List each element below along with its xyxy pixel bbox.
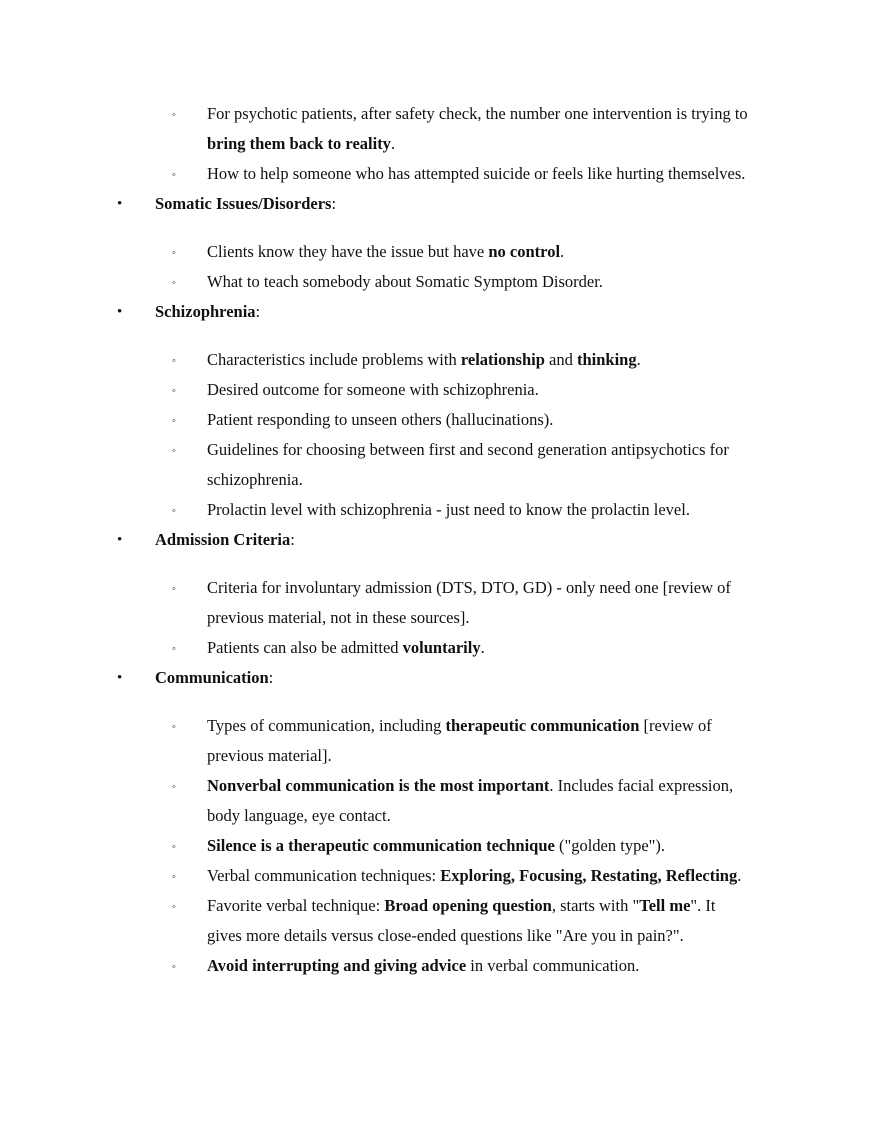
sub-bullet-icon: ◦ xyxy=(172,109,176,121)
sub-bullet-icon: ◦ xyxy=(172,355,176,367)
text-line xyxy=(207,891,880,921)
text-line xyxy=(207,801,880,831)
text: How to help someone who has attempted suicide or feels like hurting themselves. xyxy=(207,164,746,183)
heading-suffix: : xyxy=(290,530,295,549)
text: ". It xyxy=(690,896,716,915)
text-line xyxy=(207,435,880,465)
bold-text: relationship xyxy=(460,350,545,369)
section xyxy=(0,663,880,981)
text: . xyxy=(390,134,396,153)
list-item xyxy=(0,771,880,831)
text: in verbal communication. xyxy=(466,956,640,975)
list-item xyxy=(0,573,880,633)
text-line xyxy=(207,465,880,495)
list-item xyxy=(0,375,880,405)
text: . Includes facial expression, xyxy=(549,776,734,795)
list-item xyxy=(0,237,880,267)
bold-text: bring them back to reality xyxy=(207,134,391,153)
bullet-icon: • xyxy=(117,304,123,320)
text: Prolactin level with schizophrenia - just need to know the prolactin level. xyxy=(207,500,690,519)
text-line xyxy=(207,375,880,405)
sub-bullet-icon: ◦ xyxy=(172,385,176,397)
text-line xyxy=(207,99,880,129)
section xyxy=(0,297,880,525)
text-line xyxy=(207,129,880,159)
text: previous material]. xyxy=(207,746,332,765)
text: . xyxy=(636,350,641,369)
heading-title: Communication xyxy=(155,668,269,687)
sub-bullet-icon: ◦ xyxy=(172,445,176,457)
heading-title: Somatic Issues/Disorders xyxy=(155,194,332,213)
text-line xyxy=(207,159,880,189)
sub-bullet-icon: ◦ xyxy=(172,643,176,655)
heading-suffix: : xyxy=(255,302,261,321)
text-line xyxy=(207,237,880,267)
heading-title: Admission Criteria xyxy=(155,530,291,549)
text: Guidelines for choosing between first and second generation antipsychotics for xyxy=(207,440,729,459)
sub-bullet-icon: ◦ xyxy=(172,277,176,289)
heading-suffix: : xyxy=(331,194,337,213)
section-heading xyxy=(0,525,880,555)
text-line xyxy=(207,831,880,861)
sub-bullet-icon: ◦ xyxy=(172,781,176,793)
sub-bullet-icon: ◦ xyxy=(172,583,176,595)
sub-bullet-icon: ◦ xyxy=(172,961,176,973)
bold-text: Silence is a therapeutic communication technique xyxy=(207,836,555,855)
text-line xyxy=(207,405,880,435)
text-line xyxy=(207,633,880,663)
section-heading xyxy=(0,189,880,219)
text: ("golden type"). xyxy=(554,836,666,855)
text: Patients can also be admitted xyxy=(207,638,403,657)
text: . xyxy=(480,638,485,657)
list-item xyxy=(0,267,880,297)
text-line xyxy=(207,741,880,771)
text-line xyxy=(207,711,880,741)
text: gives more details versus close-ended questions like "Are you in pain?". xyxy=(207,926,684,945)
text-line xyxy=(207,603,880,633)
sub-bullet-icon: ◦ xyxy=(172,901,176,913)
list-item xyxy=(0,495,880,525)
sub-bullet-icon: ◦ xyxy=(172,415,176,427)
text: . xyxy=(737,866,742,885)
bullet-icon: • xyxy=(117,670,123,686)
text: schizophrenia. xyxy=(207,470,303,489)
sub-bullet-icon: ◦ xyxy=(172,169,176,181)
text: Desired outcome for someone with schizophrenia. xyxy=(207,380,539,399)
section-heading xyxy=(0,297,880,327)
bold-text: voluntarily xyxy=(402,638,481,657)
list-item xyxy=(0,861,880,891)
list-item xyxy=(0,405,880,435)
bullet-icon: • xyxy=(117,196,123,212)
text: Characteristics include problems with xyxy=(207,350,461,369)
sub-bullet-icon: ◦ xyxy=(172,841,176,853)
text: What to teach somebody about Somatic Symptom Disorder. xyxy=(207,272,603,291)
bold-text: Broad opening question xyxy=(384,896,552,915)
text: Criteria for involuntary admission (DTS, DTO, GD) - only need one [review of xyxy=(207,578,731,597)
list-item xyxy=(0,951,880,981)
text: Patient responding to unseen others (hallucinations). xyxy=(207,410,554,429)
text-line xyxy=(207,495,880,525)
text: and xyxy=(544,350,577,369)
bold-text: Tell me xyxy=(639,896,691,915)
text: Types of communication, including xyxy=(207,716,446,735)
bold-text: Avoid interrupting and giving advice xyxy=(207,956,467,975)
list-item xyxy=(0,891,880,951)
text-line xyxy=(207,921,880,951)
text-line xyxy=(207,267,880,297)
bold-text: no control xyxy=(488,242,561,261)
list-item xyxy=(0,345,880,375)
text: [review of xyxy=(639,716,712,735)
list-item xyxy=(0,633,880,663)
bold-text: thinking xyxy=(576,350,637,369)
sub-bullet-icon: ◦ xyxy=(172,247,176,259)
text: Favorite verbal technique: xyxy=(207,896,385,915)
section xyxy=(0,189,880,297)
text: Verbal communication techniques: xyxy=(207,866,441,885)
sub-bullet-icon: ◦ xyxy=(172,505,176,517)
heading-suffix: : xyxy=(268,668,274,687)
heading-title: Schizophrenia xyxy=(155,302,256,321)
document-page xyxy=(0,99,880,981)
text: , starts with " xyxy=(551,896,640,915)
list-item xyxy=(0,711,880,771)
bold-text: Nonverbal communication is the most important xyxy=(207,776,550,795)
text-line xyxy=(207,345,880,375)
text: . xyxy=(560,242,565,261)
sub-bullet-icon: ◦ xyxy=(172,721,176,733)
text-line xyxy=(207,573,880,603)
bold-text: therapeutic communication xyxy=(445,716,640,735)
text: previous material, not in these sources]. xyxy=(207,608,470,627)
bullet-icon: • xyxy=(117,532,123,548)
list-item xyxy=(0,99,880,159)
section xyxy=(0,525,880,663)
text: Clients know they have the issue but have xyxy=(207,242,489,261)
text: For psychotic patients, after safety check, the number one intervention is trying to xyxy=(207,104,748,123)
section xyxy=(0,99,880,189)
bold-text: Exploring, Focusing, Restating, Reflecting xyxy=(440,866,738,885)
list-item xyxy=(0,435,880,495)
sub-bullet-icon: ◦ xyxy=(172,871,176,883)
section-heading xyxy=(0,663,880,693)
text: body language, eye contact. xyxy=(207,806,391,825)
list-item xyxy=(0,831,880,861)
text-line xyxy=(207,861,880,891)
list-item xyxy=(0,159,880,189)
text-line xyxy=(207,771,880,801)
text-line xyxy=(207,951,880,981)
